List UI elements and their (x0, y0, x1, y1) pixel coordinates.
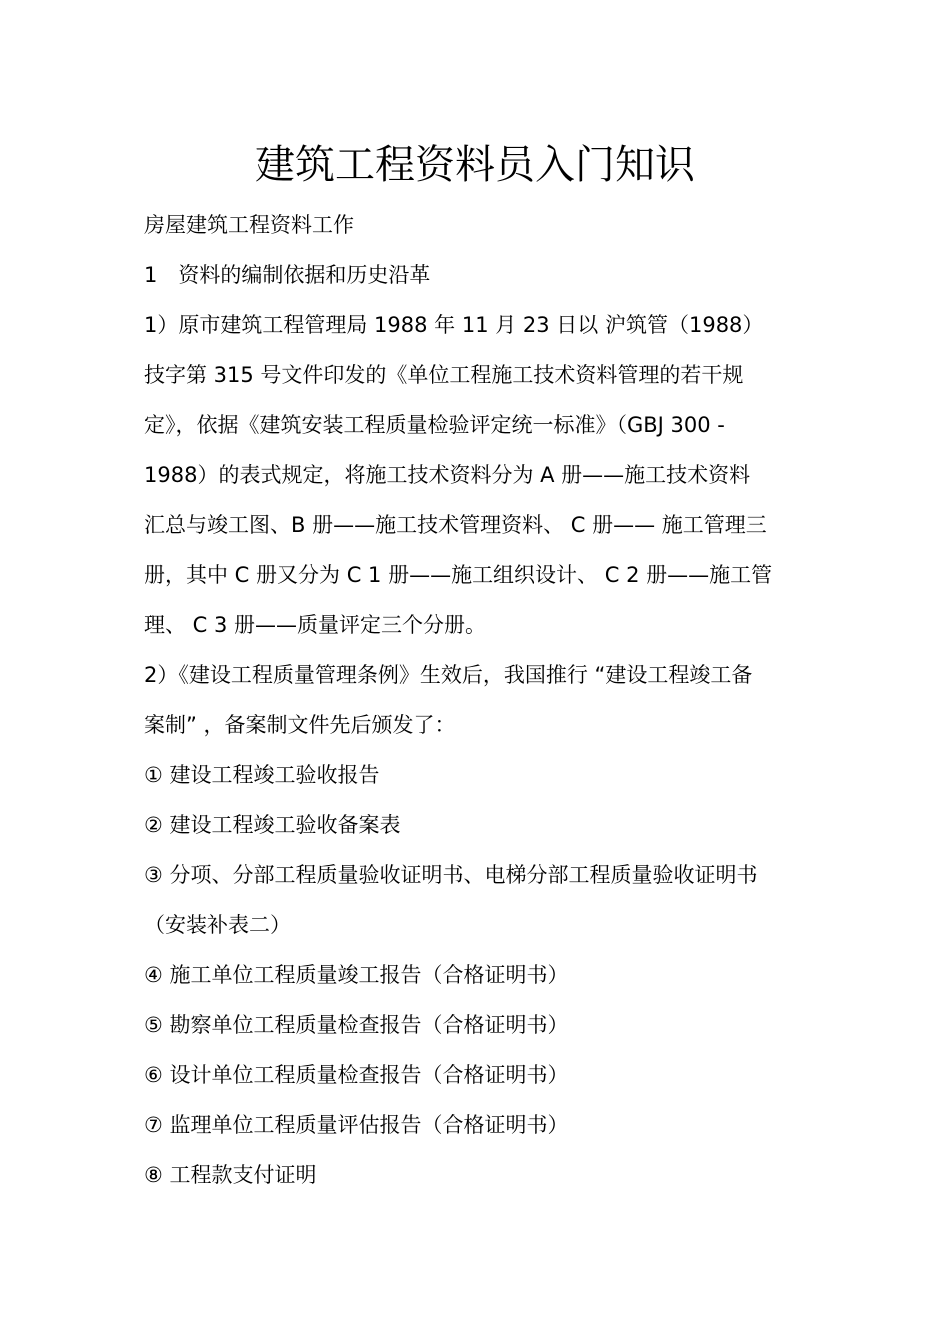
list-item: ⑤ 勘察单位工程质量检查报告（合格证明书） (144, 1013, 569, 1037)
list-item: ④ 施工单位工程质量竣工报告（合格证明书） (144, 963, 569, 987)
subsection-heading: 1 资料的编制依据和历史沿革 (144, 263, 431, 287)
paragraph-line: 汇总与竣工图、B 册——施工技术管理资料、 C 册—— 施工管理三 (144, 513, 767, 537)
list-item: ② 建设工程竣工验收备案表 (144, 813, 401, 837)
list-item-continuation: （安装补表二） (144, 913, 291, 937)
document-title: 建筑工程资料员入门知识 (255, 142, 695, 188)
paragraph-line: 定》，依据《建筑安装工程质量检验评定统一标准》（GBJ 300 - (144, 413, 725, 437)
paragraph-line: 1）原市建筑工程管理局 1988 年 11 月 23 日以 沪筑管（1988） (144, 313, 764, 337)
list-item: ⑧ 工程款支付证明 (144, 1163, 317, 1187)
list-item: ③ 分项、分部工程质量验收证明书、电梯分部工程质量验收证明书 (144, 863, 758, 887)
section-heading: 房屋建筑工程资料工作 (144, 213, 354, 237)
list-item: ① 建设工程竣工验收报告 (144, 763, 380, 787)
list-item: ⑦ 监理单位工程质量评估报告（合格证明书） (144, 1113, 569, 1137)
paragraph-line: 册，其中 C 册又分为 C 1 册——施工组织设计、 C 2 册——施工管 (144, 563, 773, 587)
list-item: ⑥ 设计单位工程质量检查报告（合格证明书） (144, 1063, 569, 1087)
paragraph-line: 理、 C 3 册——质量评定三个分册。 (144, 613, 487, 637)
paragraph-line: 技字第 315 号文件印发的《单位工程施工技术资料管理的若干规 (144, 363, 744, 387)
document-body (144, 200, 810, 1200)
paragraph-line: 1988）的表式规定，将施工技术资料分为 A 册——施工技术资料 (144, 463, 751, 487)
paragraph-line: 案制” ，备案制文件先后颁发了： (144, 713, 456, 737)
paragraph-line: 2）《建设工程质量管理条例》生效后，我国推行 “建设工程竣工备 (144, 663, 753, 687)
